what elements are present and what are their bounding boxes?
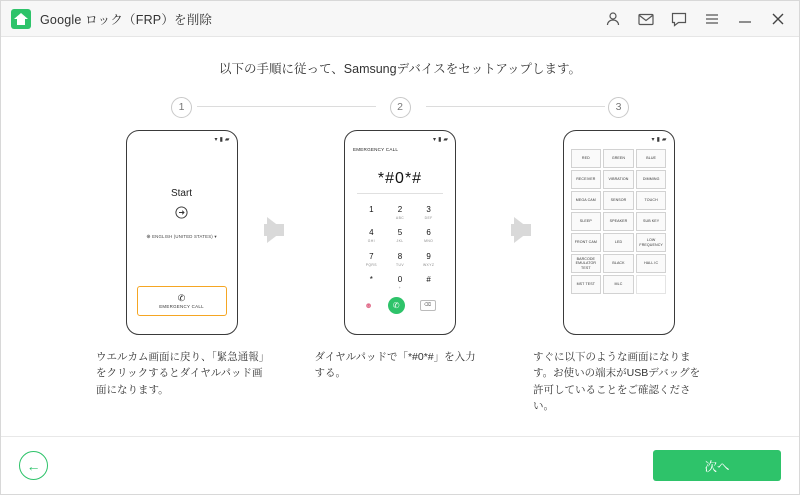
- step-connector-1: [197, 106, 376, 107]
- grid-cell[interactable]: RED: [571, 149, 602, 168]
- key-sub: GHI: [367, 239, 375, 244]
- key-number: 4: [369, 228, 374, 238]
- phone-screen-3: [568, 149, 670, 329]
- phone-icon: ✆: [177, 292, 186, 303]
- key-number: 3: [426, 205, 431, 214]
- phone-screen-2: [349, 144, 451, 324]
- home-icon[interactable]: [11, 9, 31, 29]
- phone-mockup-2: [344, 130, 456, 335]
- footer-bar: [1, 436, 799, 494]
- key-1[interactable]: [357, 200, 386, 220]
- dialer-actions: [349, 297, 451, 314]
- wifi-icon: ▾: [651, 136, 655, 143]
- step-badge-3: 3: [608, 97, 629, 118]
- steps-row: [1, 97, 799, 414]
- grid-cell[interactable]: SLEEP: [571, 212, 602, 231]
- battery-icon: ▰: [443, 136, 448, 143]
- grid-cell[interactable]: TOUCH: [636, 191, 667, 210]
- title-bar: [1, 1, 799, 37]
- battery-icon: ▰: [661, 136, 667, 143]
- phone-mockup-3: [563, 130, 675, 335]
- grid-cell[interactable]: GREEN: [603, 149, 634, 168]
- key-sub: JKL: [396, 239, 404, 244]
- grid-cell[interactable]: BARCODE EMULATOR TEST: [571, 254, 602, 273]
- grid-cell[interactable]: BLUE: [636, 149, 667, 168]
- next-button[interactable]: 次へ: [653, 450, 781, 481]
- diagnostic-grid: [571, 149, 667, 294]
- key-star[interactable]: [357, 270, 386, 290]
- step-badge-2: 2: [390, 97, 411, 118]
- wifi-icon: ▾: [433, 136, 437, 143]
- key-5[interactable]: [386, 223, 415, 243]
- key-sub: PQRS: [365, 262, 377, 267]
- start-arrow-icon[interactable]: [131, 206, 233, 222]
- key-number: 1: [369, 205, 374, 214]
- step-1: [96, 97, 267, 414]
- key-number: 2: [397, 205, 403, 214]
- key-sub: MNO: [424, 239, 434, 244]
- grid-cell[interactable]: HALL IC: [636, 254, 667, 273]
- key-sub: WXYZ: [422, 262, 435, 267]
- battery-icon: ▰: [224, 136, 230, 143]
- step-caption-2: ダイヤルパッドで「*#0*#」を入力する。: [314, 351, 476, 380]
- dialer-header: EMERGENCY CALL: [353, 147, 399, 152]
- grid-cell[interactable]: SPEAKER: [603, 212, 634, 231]
- step-connector-2: [426, 106, 605, 107]
- phone-mockup-1: [126, 130, 238, 335]
- phone-screen-1: [131, 144, 233, 324]
- key-0[interactable]: [386, 270, 415, 290]
- arrow-right-icon: [514, 217, 531, 243]
- key-number: 5: [397, 228, 403, 238]
- key-sub: DEF: [424, 216, 433, 220]
- key-8[interactable]: [386, 247, 415, 267]
- minimize-icon[interactable]: [736, 10, 754, 28]
- key-6[interactable]: [414, 223, 443, 243]
- key-number: 8: [397, 251, 403, 261]
- key-number: 0: [397, 275, 403, 285]
- key-number: *: [369, 275, 373, 285]
- step-caption-3: すぐに以下のような画面になります。お使いの端末がUSBデバッグを許可していることをご確認ください。: [533, 351, 701, 412]
- start-label: Start: [170, 188, 193, 199]
- wifi-icon: ▾: [214, 136, 218, 143]
- grid-cell[interactable]: RECEIVER: [571, 170, 602, 189]
- step-3: [533, 97, 704, 414]
- grid-cell[interactable]: DIMMING: [636, 170, 667, 189]
- dialed-code: *#0*#: [377, 170, 423, 187]
- emergency-call-button[interactable]: [137, 286, 227, 316]
- grid-cell[interactable]: FRONT CAM: [571, 233, 602, 252]
- emergency-call-label: EMERGENCY CALL: [159, 303, 204, 309]
- key-number: 7: [369, 251, 374, 261]
- back-button[interactable]: ←: [19, 451, 48, 480]
- grid-cell[interactable]: SENSOR: [603, 191, 634, 210]
- key-number: 6: [426, 228, 431, 238]
- key-3[interactable]: [414, 200, 443, 220]
- key-7[interactable]: [357, 247, 386, 267]
- globe-icon: ⊕: [146, 234, 151, 240]
- grid-cell[interactable]: MEGA CAM: [571, 191, 602, 210]
- phone-status-bar-3: [568, 135, 670, 144]
- grid-cell[interactable]: LOW FREQUENCY: [636, 233, 667, 252]
- key-hash[interactable]: [414, 270, 443, 290]
- step-caption-1: ウエルカム画面に戻り、「緊急通報」をクリックするとダイヤルパッド画面になります。: [96, 351, 264, 396]
- phone-status-bar-2: [349, 135, 451, 144]
- mail-icon[interactable]: [637, 10, 655, 28]
- key-sub: +: [398, 286, 402, 291]
- spacer-2: [486, 97, 534, 414]
- signal-icon: ▮: [656, 136, 660, 143]
- grid-cell[interactable]: LED: [603, 233, 634, 252]
- grid-cell[interactable]: MST TEST: [571, 275, 602, 294]
- grid-cell[interactable]: [636, 275, 667, 294]
- emoji-icon[interactable]: ☻: [364, 300, 373, 310]
- step-2: [315, 97, 486, 414]
- grid-cell[interactable]: SUB KEY: [636, 212, 667, 231]
- phone-status-bar-1: [131, 135, 233, 144]
- divider: [357, 193, 443, 194]
- step-badge-1: 1: [171, 97, 192, 118]
- keypad: [349, 200, 451, 291]
- chevron-down-icon: ▾: [214, 234, 217, 239]
- grid-cell[interactable]: BLACK: [603, 254, 634, 273]
- key-4[interactable]: [357, 223, 386, 243]
- account-icon[interactable]: [604, 10, 622, 28]
- menu-icon[interactable]: [703, 10, 721, 28]
- grid-cell[interactable]: MLC: [603, 275, 634, 294]
- key-number: 9: [426, 251, 431, 261]
- grid-cell[interactable]: VIBRATION: [603, 170, 634, 189]
- language-selector[interactable]: [131, 234, 233, 240]
- feedback-icon[interactable]: [670, 10, 688, 28]
- call-icon[interactable]: ✆: [388, 297, 405, 314]
- signal-icon: ▮: [438, 136, 442, 143]
- instruction-headline: 以下の手順に従って、Samsungデバイスをセットアップします。: [219, 62, 581, 76]
- signal-icon: ▮: [219, 136, 223, 143]
- title-bar-actions: [604, 10, 787, 28]
- language-label: ENGLISH (UNITED STATES): [152, 234, 213, 239]
- key-number: #: [426, 275, 431, 285]
- backspace-icon[interactable]: ⌫: [420, 300, 436, 311]
- close-icon[interactable]: [769, 10, 787, 28]
- main-content: [1, 37, 799, 436]
- key-9[interactable]: [414, 247, 443, 267]
- window-title: Google ロック（FRP）を削除: [40, 12, 213, 27]
- key-2[interactable]: [386, 200, 415, 220]
- spacer-1: [267, 97, 315, 414]
- arrow-right-icon: [267, 217, 284, 243]
- key-sub: ABC: [395, 216, 405, 220]
- key-sub: TUV: [396, 262, 404, 267]
